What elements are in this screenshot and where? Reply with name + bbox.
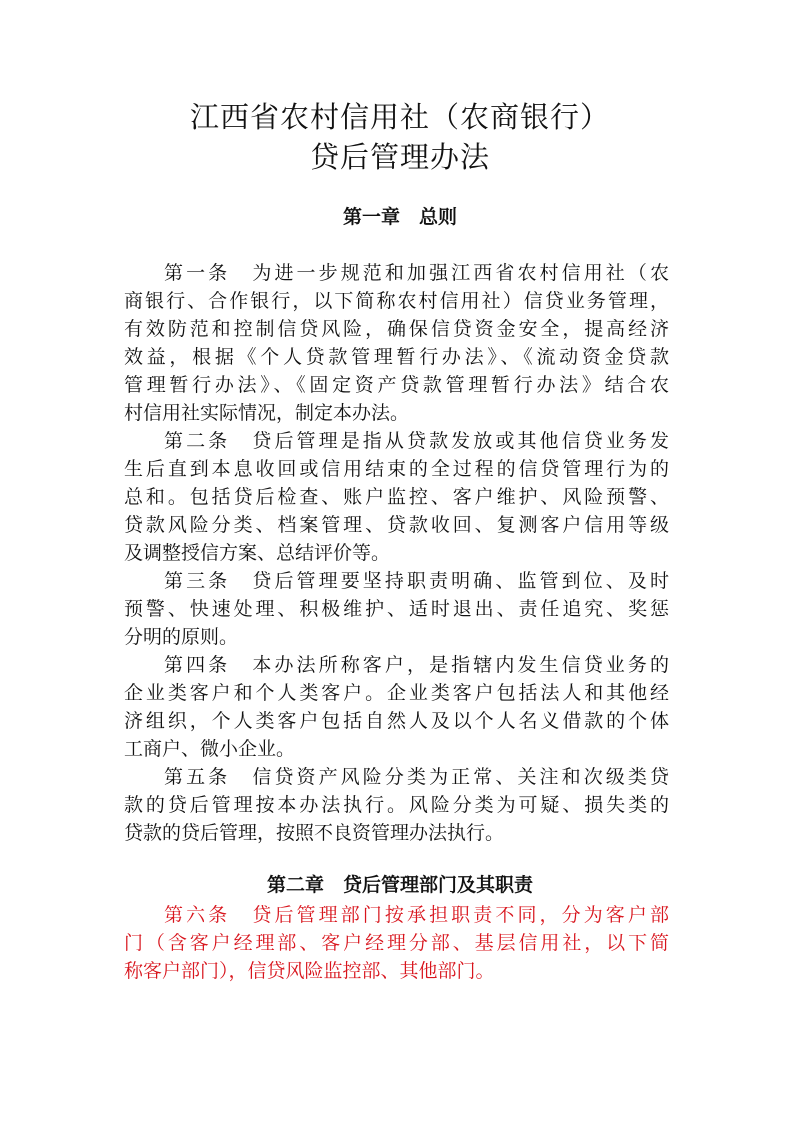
document-title-line-1: 江西省农村信用社（农商银行）	[189, 100, 610, 134]
article-6-line: 称客户部门），信贷风险监控部、其他部门。	[124, 960, 495, 982]
article-4-line: 工商户、微小企业。	[124, 738, 296, 760]
chapter-2-heading: 第二章 贷后管理部门及其职责	[266, 874, 533, 896]
article-2-line: 及调整授信方案、总结评价等。	[124, 542, 391, 564]
article-1-line: 管理暂行办法》、《固定资产贷款管理暂行办法》结合农	[124, 374, 669, 396]
article-1-line: 村信用社实际情况，制定本办法。	[124, 402, 410, 424]
article-1-line: 效益，根据《个人贷款管理暂行办法》、《流动资金贷款	[124, 346, 669, 368]
article-2-line: 总和。包括贷后检查、账户监控、客户维护、风险预警、	[124, 486, 669, 508]
document-title-line-2: 贷后管理办法	[309, 140, 490, 174]
article-5-line: 款的贷后管理按本办法执行。风险分类为可疑、损失类的	[124, 794, 669, 816]
article-4-line: 企业类客户和个人类客户。企业类客户包括法人和其他经	[124, 682, 669, 704]
article-1-line: 有效防范和控制信贷风险，确保信贷资金安全，提高经济	[124, 318, 669, 340]
article-2-line: 贷款风险分类、档案管理、贷款收回、复测客户信用等级	[124, 514, 669, 536]
article-3-line: 分明的原则。	[124, 626, 239, 648]
article-6-line: 门（含客户经理部、客户经理分部、基层信用社，以下简	[124, 932, 669, 954]
article-6-line: 第六条 贷后管理部门按承担职责不同，分为客户部	[164, 904, 669, 926]
article-4-line: 济组织，个人类客户包括自然人及以个人名义借款的个体	[124, 710, 669, 732]
chapter-1-heading: 第一章 总则	[342, 206, 457, 228]
article-1-line: 第一条 为进一步规范和加强江西省农村信用社（农	[164, 262, 669, 284]
article-5-line: 第五条 信贷资产风险分类为正常、关注和次级类贷	[164, 766, 669, 788]
article-4-line: 第四条 本办法所称客户，是指辖内发生信贷业务的	[164, 654, 669, 676]
article-3-line: 预警、快速处理、积极维护、适时退出、责任追究、奖惩	[124, 598, 669, 620]
article-2-line: 生后直到本息收回或信用结束的全过程的信贷管理行为的	[124, 458, 669, 480]
article-5-line: 贷款的贷后管理，按照不良资管理办法执行。	[124, 822, 505, 844]
article-3-line: 第三条 贷后管理要坚持职责明确、监管到位、及时	[164, 570, 669, 592]
article-2-line: 第二条 贷后管理是指从贷款发放或其他信贷业务发	[164, 430, 669, 452]
article-1-line: 商银行、合作银行，以下简称农村信用社）信贷业务管理，	[124, 290, 669, 312]
